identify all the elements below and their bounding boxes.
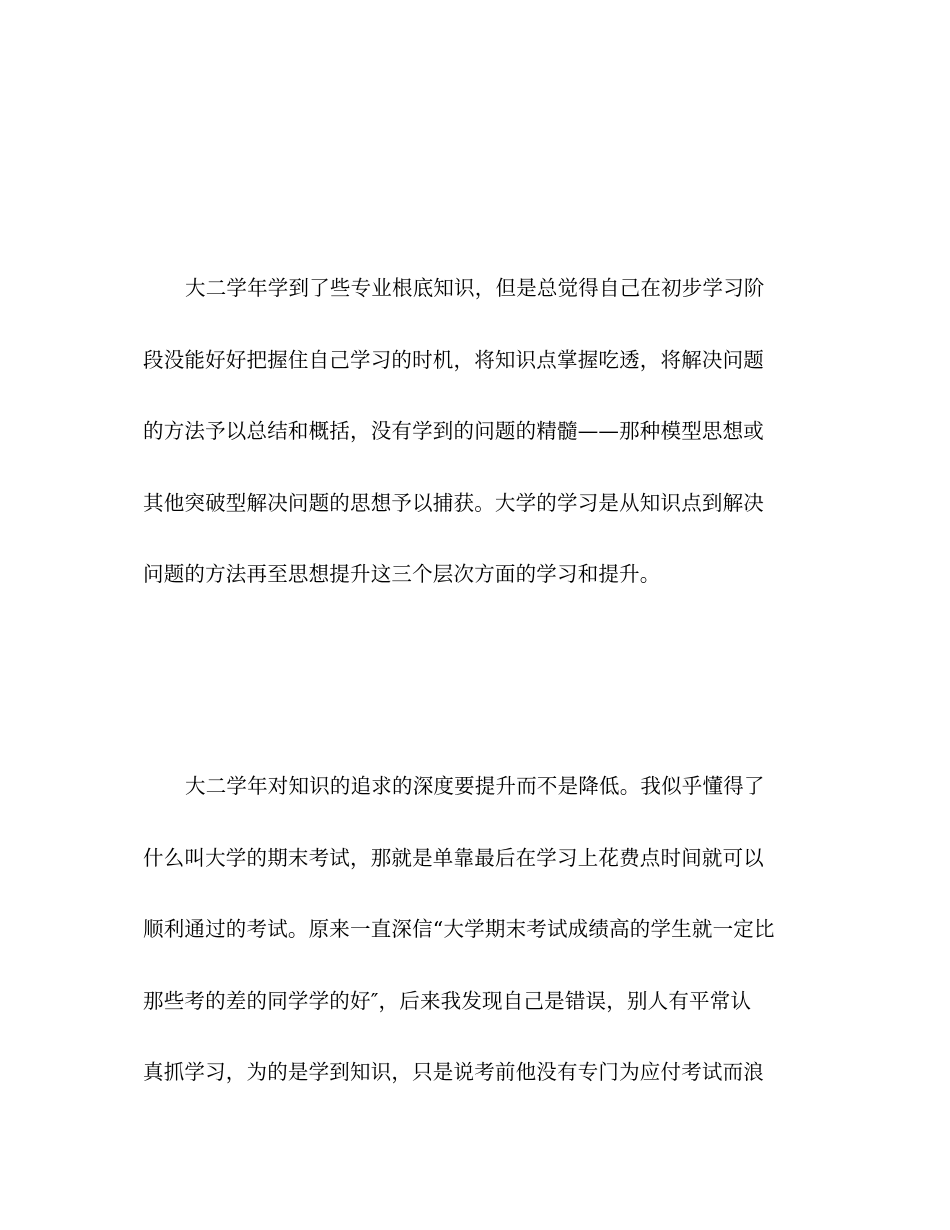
paragraph-2 <box>143 766 808 1124</box>
text-line: 什么叫大学的期末考试，那就是单靠最后在学习上花费点时间就可以 <box>143 845 764 870</box>
text-line: 的方法予以总结和概括，没有学到的问题的精髓——那种模型思想或 <box>143 419 764 443</box>
paragraph-1 <box>143 268 808 626</box>
text-line: 大二学年对知识的追求的深度要提升而不是降低。我似乎懂得了 <box>185 774 765 798</box>
text-line: 那些考的差的同学学的好″，后来我发现自己是错误，别人有平常认 <box>143 988 752 1013</box>
text-line: 段没能好好把握住自己学习的时机，将知识点掌握吃透，将解决问题 <box>143 347 764 372</box>
text-line: 顺利通过的考试。原来一直深信“大学期末考试成绩高的学生就一定比 <box>143 917 775 941</box>
text-line: 其他突破型解决问题的思想予以捕获。大学的学习是从知识点到解决 <box>143 490 764 515</box>
text-line: 大二学年学到了些专业根底知识，但是总觉得自己在初步学习阶 <box>185 276 765 300</box>
text-line: 问题的方法再至思想提升这三个层次方面的学习和提升。 <box>143 562 661 586</box>
text-line: 真抓学习，为的是学到知识，只是说考前他没有专门为应付考试而浪 <box>143 1060 764 1084</box>
